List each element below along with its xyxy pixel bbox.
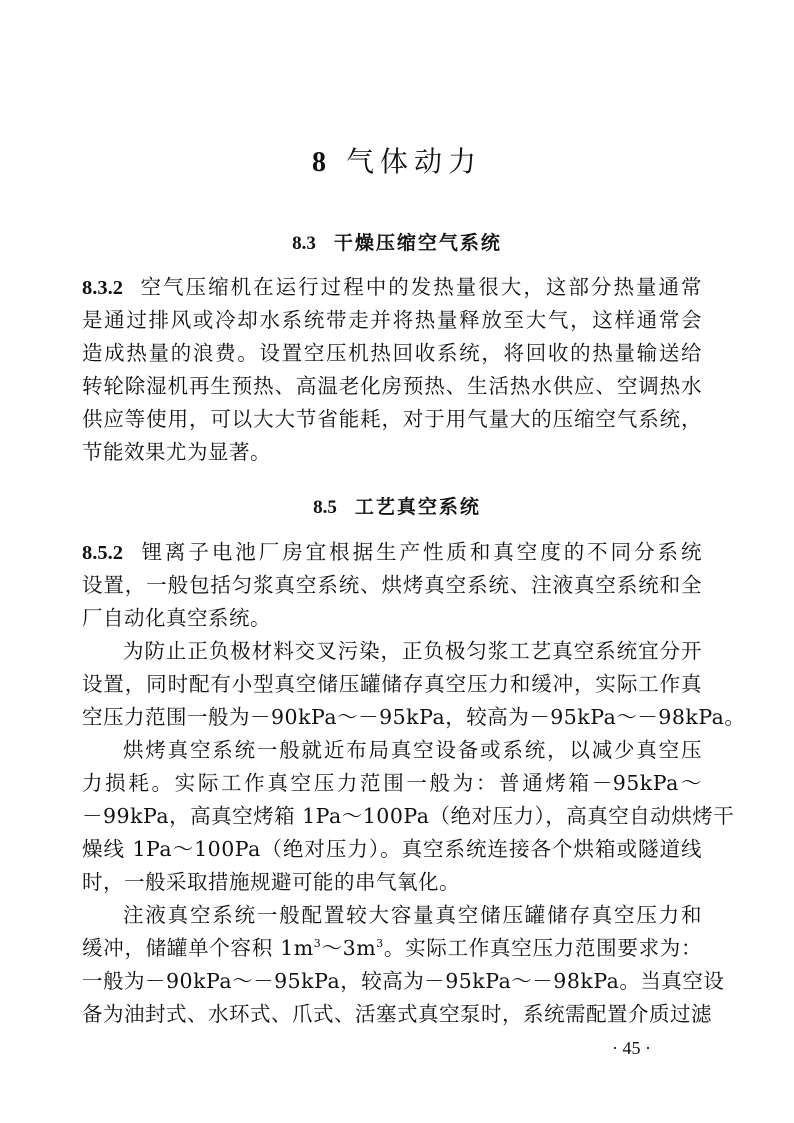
paragraph-line: 是通过排风或冷却水系统带走并将热量释放至大气，这样通常会 xyxy=(82,308,702,332)
line-text: 锂离子电池厂房宜根据生产性质和真空度的不同分系统 xyxy=(139,540,702,564)
paragraph-line: 厂自动化真空系统。 xyxy=(82,606,271,630)
paragraph-line xyxy=(82,272,702,303)
section-heading-8-3 xyxy=(0,228,794,255)
section-heading-8-5 xyxy=(0,492,794,519)
paragraph-line xyxy=(82,537,702,568)
line-text: 缓冲，储罐单个容积 1m xyxy=(82,936,314,960)
paragraph-line: 设置，同时配有小型真空储压罐储存真空压力和缓冲，实际工作真 xyxy=(82,672,702,696)
section-number: 8.5 xyxy=(313,497,337,518)
clause-number: 8.3.2 xyxy=(82,277,123,299)
superscript: 3 xyxy=(376,937,384,951)
page-number: · 45 · xyxy=(612,1038,651,1058)
superscript: 3 xyxy=(313,937,322,951)
paragraph-line: －99kPa，高真空烤箱 1Pa～100Pa（绝对压力），高真空自动烘烤干 xyxy=(82,804,735,828)
chapter-title xyxy=(0,140,794,180)
paragraph-line: 节能效果尤为显著。 xyxy=(82,440,271,464)
section-title: 干燥压缩空气系统 xyxy=(333,232,502,254)
paragraph-line: 设置，一般包括匀浆真空系统、烘烤真空系统、注液真空系统和全 xyxy=(82,573,702,597)
paragraph-line: 力损耗。实际工作真空压力范围一般为：普通烤箱－95kPa～ xyxy=(82,771,702,795)
line-text: 空气压缩机在运行过程中的发热量很大，这部分热量通常 xyxy=(139,275,702,299)
section-number: 8.3 xyxy=(292,233,316,254)
paragraph-line: 一般为－90kPa～－95kPa，较高为－95kPa～－98kPa。当真空设 xyxy=(82,969,725,993)
paragraph-line: 注液真空系统一般配置较大容量真空储压罐储存真空压力和 xyxy=(123,903,702,927)
clause-number: 8.5.2 xyxy=(82,542,123,564)
paragraph-line: 备为油封式、水环式、爪式、活塞式真空泵时，系统需配置介质过滤 xyxy=(82,1002,712,1026)
paragraph-line: 供应等使用，可以大大节省能耗，对于用气量大的压缩空气系统， xyxy=(82,407,702,431)
paragraph-line: 空压力范围一般为－90kPa～－95kPa，较高为－95kPa～－98kPa。 xyxy=(82,705,746,729)
paragraph-line: 时，一般采取措施规避可能的串气氧化。 xyxy=(82,870,460,894)
paragraph-line: 转轮除湿机再生预热、高温老化房预热、生活热水供应、空调热水 xyxy=(82,374,702,398)
paragraph-line: 为防止正负极材料交叉污染，正负极匀浆工艺真空系统宜分开 xyxy=(123,639,702,663)
line-text: 。实际工作真空压力范围要求为： xyxy=(383,936,703,960)
paragraph-line: 燥线 1Pa～100Pa（绝对压力）。真空系统连接各个烘箱或隧道线 xyxy=(82,837,702,861)
paragraph-line: 造成热量的浪费。设置空压机热回收系统，将回收的热量输送给 xyxy=(82,341,702,365)
paragraph-line xyxy=(82,933,702,963)
paragraph-line: 烘烤真空系统一般就近布局真空设备或系统，以减少真空压 xyxy=(123,738,702,762)
section-title: 工艺真空系统 xyxy=(354,496,481,518)
line-text: ～3m xyxy=(321,936,377,960)
chapter-name: 气体动力 xyxy=(345,145,482,178)
chapter-number: 8 xyxy=(311,147,326,178)
